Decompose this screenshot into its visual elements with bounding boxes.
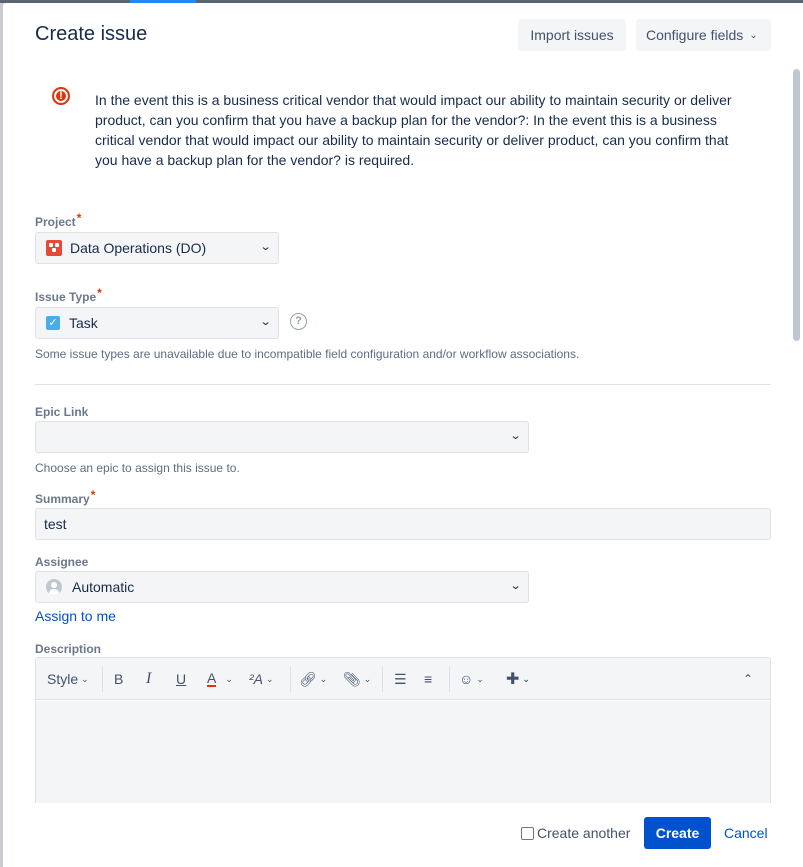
dialog-title: Create issue [35,23,148,45]
assign-to-me-link[interactable]: Assign to me [35,608,116,624]
task-icon: ✓ [46,316,60,330]
create-button[interactable]: Create [644,817,711,849]
required-mark: * [90,488,96,502]
issue-type-value: Task [69,315,98,331]
emoji-icon: ☺ [459,671,474,687]
underline-button[interactable] [176,670,186,688]
emoji-button[interactable] [459,670,484,688]
required-mark: * [76,211,82,225]
link-icon: 🔗︎ [299,670,317,687]
summary-label-text: Summary [35,492,90,506]
chevron-down-icon: ⌄ [476,673,484,684]
more-formatting-label: ²A [249,671,263,687]
text-color-button[interactable] [207,670,233,688]
error-icon [52,87,70,105]
issue-type-label-text: Issue Type [35,290,97,304]
assignee-value: Automatic [72,579,135,595]
italic-button[interactable] [146,670,151,688]
chevron-down-icon: ⌄ [259,241,272,253]
required-mark: * [97,286,102,300]
style-label: Style [47,671,79,687]
toolbar-separator [449,666,450,692]
numbered-list-button[interactable] [424,670,432,688]
chevron-double-up-icon: ⌃ [743,672,754,686]
configure-fields-button[interactable] [636,19,771,51]
chevron-down-icon: ⌄ [319,673,328,684]
summary-label [35,488,96,506]
help-icon[interactable]: ? [290,313,307,330]
style-dropdown[interactable] [47,670,89,688]
project-avatar-icon [46,240,62,256]
create-another-checkbox[interactable] [521,825,630,841]
chevron-down-icon: ⌄ [81,673,89,684]
import-issues-button[interactable]: Import issues [518,19,626,51]
italic-label: I [146,670,152,687]
bold-label: B [114,671,124,687]
project-select[interactable] [35,232,279,264]
configure-fields-label: Configure fields [646,27,744,43]
bold-button[interactable] [114,670,123,688]
description-label: Description [35,642,102,656]
user-avatar-icon [46,579,62,595]
epic-link-label: Epic Link [35,405,89,419]
insert-more-button[interactable] [506,670,530,688]
chevron-down-icon: ⌄ [266,673,274,684]
chevron-down-icon: ⌄ [363,673,372,684]
toolbar-separator [102,666,103,692]
bullet-list-icon: ☰ [394,670,407,687]
create-another-label: Create another [537,825,631,841]
project-value: Data Operations (DO) [70,240,207,256]
issue-type-label [35,286,102,304]
link-button[interactable] [299,670,327,688]
more-formatting-button[interactable] [249,670,274,688]
editor-toolbar [36,658,770,700]
summary-input[interactable] [35,508,771,540]
cancel-button[interactable]: Cancel [724,825,768,841]
numbered-list-icon: ≡ [424,671,433,687]
dialog-content[interactable] [3,65,803,803]
chevron-down-icon: ⌄ [509,430,522,442]
plus-icon: ✚ [506,671,520,688]
chevron-down-icon: ⌄ [259,316,272,328]
toolbar-separator [382,666,383,692]
checkbox-box[interactable] [521,827,534,840]
issue-type-select[interactable] [35,307,279,339]
collapse-toolbar-button[interactable] [743,670,753,688]
project-label [35,211,82,229]
divider [35,384,771,385]
text-color-label: A [207,670,217,686]
create-issue-dialog [3,3,803,867]
chevron-down-icon: ⌄ [225,673,233,684]
assignee-select[interactable] [35,571,529,603]
chevron-down-icon: ⌄ [509,580,522,592]
error-text: In the event this is a business critical vendor that would impact our ability to maintain security or deliver product, can you confirm that you have a backup plan for the vendor?: In the event this is a business critical vendor that would impact our ability to maintain security or deliver product, can you confirm that you have a backup plan for the vendor? is required. [95,92,732,168]
underline-label: U [176,671,187,687]
epic-link-hint: Choose an epic to assign this issue to. [35,461,240,475]
dialog-header [3,3,803,65]
project-label-text: Project [35,215,76,229]
description-textarea[interactable] [36,701,770,803]
dialog-footer [3,803,803,867]
issue-type-hint: Some issue types are unavailable due to incompatible field configuration and/or workflow associations. [35,347,580,361]
description-editor[interactable] [35,657,771,803]
attachment-icon: 📎︎ [343,670,361,687]
bullet-list-button[interactable] [394,670,407,688]
assignee-label: Assignee [35,555,89,569]
chevron-down-icon: ⌄ [749,29,758,41]
summary-value: test [44,516,67,532]
chevron-down-icon: ⌄ [522,673,530,684]
epic-link-select[interactable] [35,421,529,453]
toolbar-separator [290,666,291,692]
attachment-button[interactable] [343,670,371,688]
